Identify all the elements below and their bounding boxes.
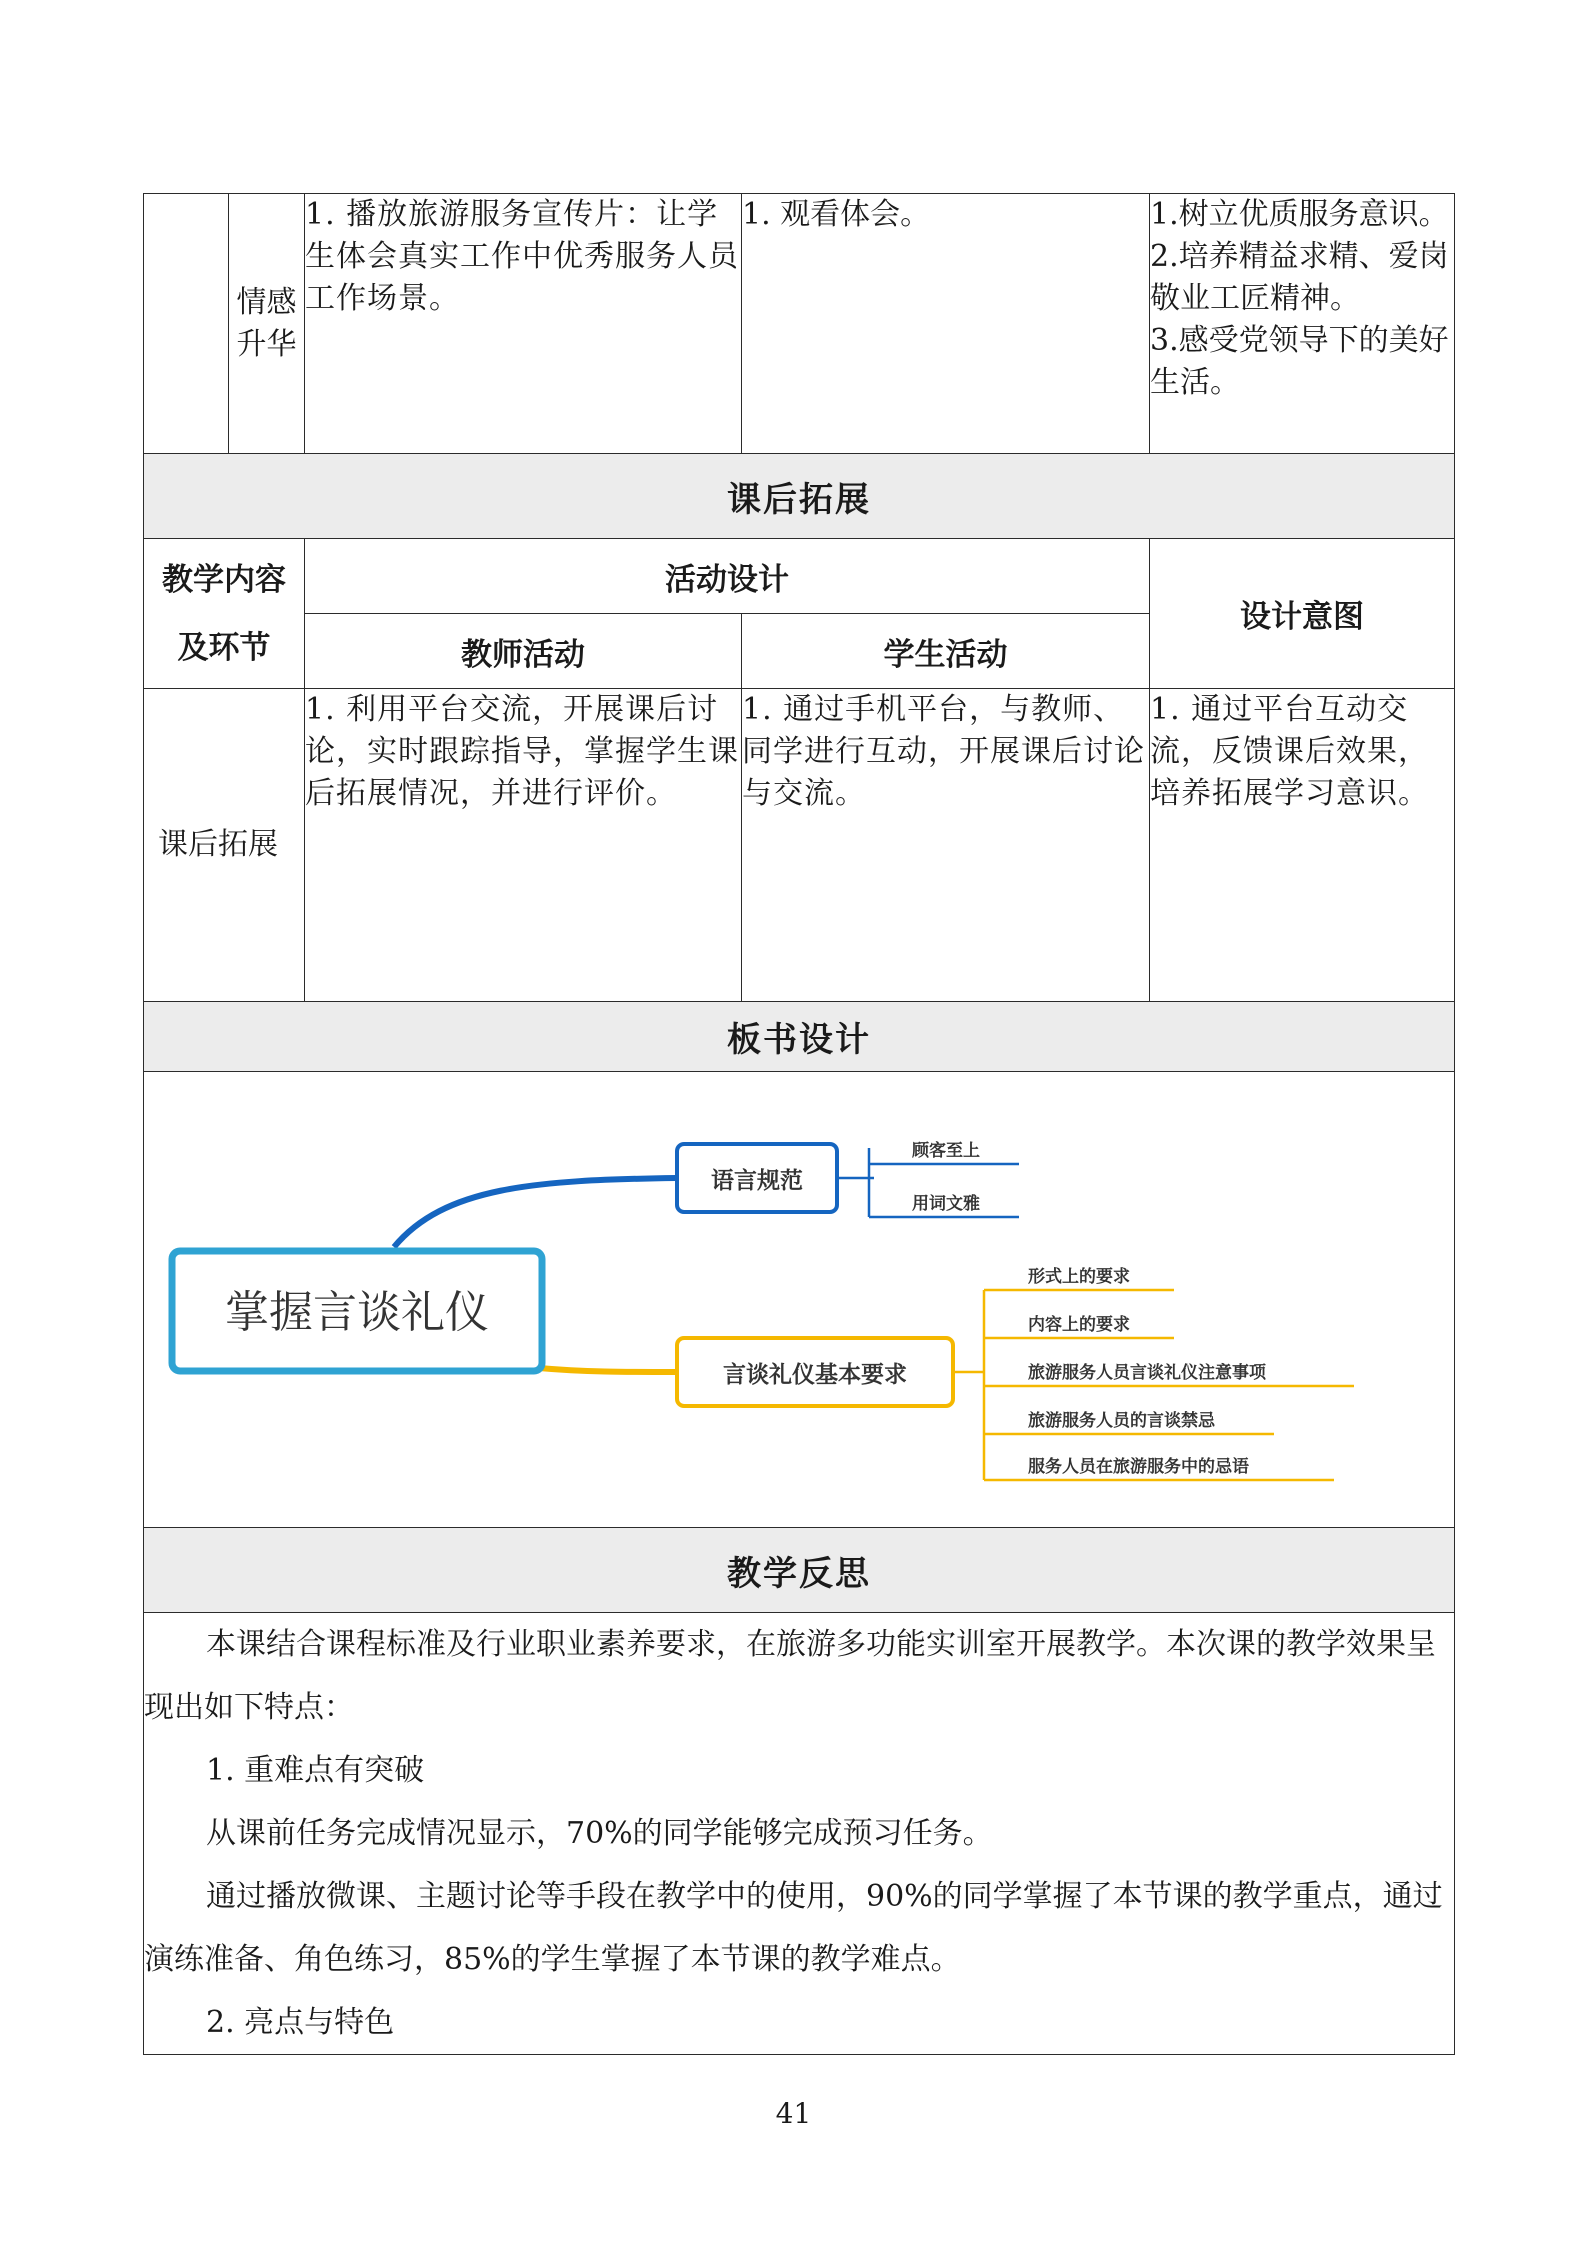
col-header-teacher: 教师活动 — [305, 614, 742, 689]
lesson-plan-table — [143, 193, 1455, 2055]
intent-item: 3.感受党领导下的美好生活。 — [1150, 323, 1449, 400]
row-label-after-class: 课后拓展 — [144, 689, 305, 1002]
leaf-label: 旅游服务人员的言谈禁忌 — [1028, 1411, 1215, 1431]
connector-branch1 — [394, 1178, 676, 1247]
after-class-row — [144, 689, 1455, 1002]
connector-branch2 — [539, 1368, 676, 1372]
leaf-label: 内容上的要求 — [1028, 1315, 1130, 1335]
link-label: 情感升华 — [229, 194, 305, 454]
col-header-content-line2: 及环节 — [177, 629, 271, 666]
student-activity: 1. 通过手机平台，与教师、同学进行互动，开展课后讨论与交流。 — [742, 689, 1150, 1002]
leaf-label: 服务人员在旅游服务中的忌语 — [1028, 1457, 1249, 1477]
center-node-label: 掌握言谈礼仪 — [225, 1287, 489, 1338]
leaf-label: 形式上的要求 — [1028, 1267, 1130, 1287]
reflection-paragraph: 通过播放微课、主题讨论等手段在教学中的使用，90%的同学掌握了本节课的教学重点，通过演练准备、角色练习，85%的学生掌握了本节课的教学难点。 — [144, 1879, 1443, 1977]
page-number: 41 — [775, 2097, 812, 2130]
col-header-content-line1: 教学内容 — [162, 561, 286, 598]
reflection-paragraph: 本课结合课程标准及行业职业素养要求，在旅游多功能实训室开展教学。本次课的教学效果呈现出如下特点： — [144, 1627, 1436, 1725]
section-title-reflection: 教学反思 — [144, 1528, 1455, 1613]
empty-cell — [144, 194, 229, 454]
mind-map — [144, 1072, 1454, 1527]
emotion-row — [144, 194, 1455, 454]
intent-item: 2.培养精益求精、爱岗敬业工匠精神。 — [1150, 239, 1449, 316]
reflection-body — [144, 1613, 1455, 2055]
col-header-intent: 设计意图 — [1150, 539, 1455, 689]
branch-node-label: 语言规范 — [711, 1168, 803, 1194]
col-header-content — [144, 539, 305, 689]
leaf-label: 用词文雅 — [912, 1194, 980, 1214]
reflection-paragraph: 从课前任务完成情况显示，70%的同学能够完成预习任务。 — [206, 1816, 993, 1851]
teacher-activity: 1. 利用平台交流，开展课后讨论，实时跟踪指导，掌握学生课后拓展情况，并进行评价。 — [305, 689, 742, 1002]
reflection-heading: 1. 重难点有突破 — [206, 1753, 425, 1788]
branch-node-label: 言谈礼仪基本要求 — [723, 1362, 907, 1388]
section-title-after-class: 课后拓展 — [144, 454, 1455, 539]
leaf-label: 顾客至上 — [912, 1141, 980, 1161]
leaf-label: 旅游服务人员言谈礼仪注意事项 — [1028, 1363, 1266, 1383]
col-header-activity: 活动设计 — [305, 539, 1150, 614]
section-title-board: 板书设计 — [144, 1002, 1455, 1072]
student-activity: 1. 观看体会。 — [742, 194, 1150, 454]
intent-item: 1.树立优质服务意识。 — [1150, 197, 1449, 232]
design-intent — [1150, 194, 1455, 454]
teacher-activity: 1. 播放旅游服务宣传片：让学生体会真实工作中优秀服务人员工作场景。 — [305, 194, 742, 454]
col-header-student: 学生活动 — [742, 614, 1150, 689]
reflection-heading: 2. 亮点与特色 — [206, 2005, 395, 2040]
design-intent: 1. 通过平台互动交流，反馈课后效果，培养拓展学习意识。 — [1150, 689, 1455, 1002]
mind-map-cell — [144, 1072, 1455, 1528]
